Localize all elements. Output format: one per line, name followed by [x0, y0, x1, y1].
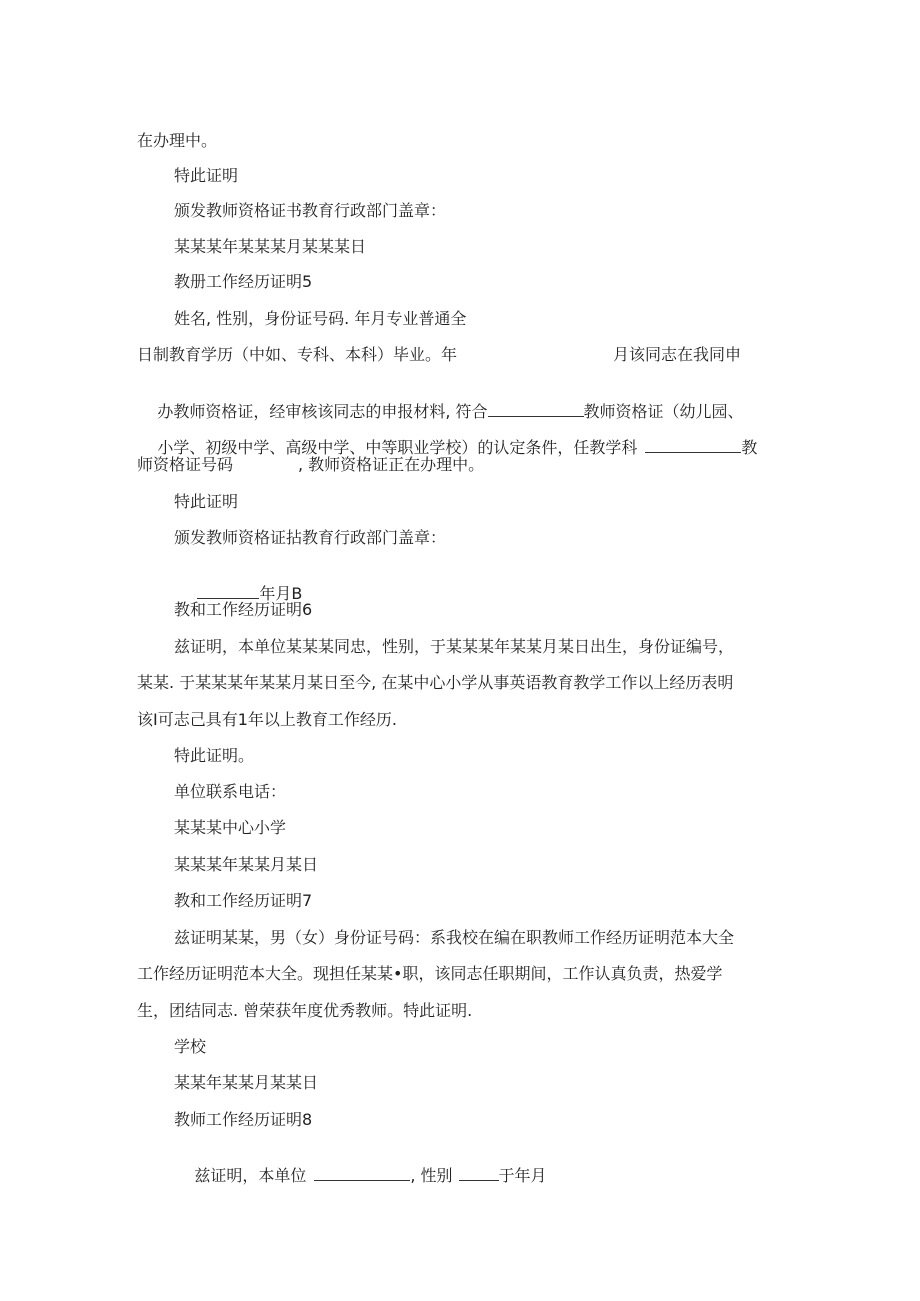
blank-field: [459, 1166, 499, 1181]
section-heading: 教师工作经历证明8: [174, 1110, 313, 1129]
blank-field: [197, 584, 259, 599]
text-line: 生，团结同志. 曾荣获年度优秀教师。特此证明.: [137, 1001, 473, 1020]
text-line: 某某. 于某某某年某某月某日至今, 在某中心小学从事英语教育教学工作以上经历表明: [137, 673, 734, 692]
text-line: 特此证明: [174, 492, 239, 511]
text-line: 兹证明某某，男（女）身份证号码：系我校在编在职教师工作经历证明范本大全: [174, 928, 735, 947]
text-line: 日制教育学历（中如、专科、本科）毕业。年: [137, 345, 458, 364]
text-segment: 教师资格证（幼儿园、: [583, 402, 744, 421]
section-heading: 教和工作经历证明7: [174, 891, 313, 910]
section-heading: 教和工作经历证明6: [174, 600, 313, 619]
text-line: , 教师资格证正在办理中。: [298, 455, 485, 474]
text-line: 兹证明，本单位某某某同忠，性别，于某某某年某某月某日出生，身份证编号，: [174, 637, 735, 656]
text-line: 师资格证号码: [137, 455, 234, 474]
text-segment: 兹证明，本单位: [194, 1166, 307, 1185]
text-line: 特此证明。: [174, 746, 255, 765]
text-line: 单位联系电话：: [174, 782, 287, 801]
text-segment: 办教师资格证，经审核该同志的申报材料, 符合: [157, 402, 488, 421]
text-line: 在办理中。: [137, 131, 218, 150]
text-segment: 于年月: [498, 1166, 547, 1185]
text-line: 工作经历证明范本大全。现担任某某•职，该同志任职期间，工作认真负责，热爱学: [137, 964, 723, 983]
text-segment: 年月B: [259, 584, 303, 603]
text-line: 月该同志在我同申: [613, 345, 742, 364]
blank-field: [645, 438, 741, 453]
text-line: 某某年某某月某某日: [174, 1073, 319, 1092]
text-line: 特此证明: [174, 166, 239, 185]
section-heading: 教册工作经历证明5: [174, 272, 313, 291]
text-line: 学校: [174, 1037, 207, 1056]
blank-field: [314, 1166, 410, 1181]
text-segment: , 性别: [410, 1166, 453, 1185]
blank-field: [488, 402, 584, 417]
text-line-group: [174, 1146, 547, 1206]
text-line: 颁发教师资格证拈教育行政部门盖章：: [174, 528, 447, 547]
text-segment: 小学、初级中学、高级中学、中等职业学校）的认定条件，任教学科: [157, 438, 638, 457]
text-line: 姓名, 性别，身份证号码. 年月专业普通全: [174, 309, 467, 328]
text-line: 该I可志己具有1年以上教育工作经历.: [137, 710, 397, 729]
text-line: 某某某年某某月某日: [174, 855, 319, 874]
text-line: 某某某年某某某月某某某日: [174, 237, 367, 256]
text-line: 颁发教师资格证书教育行政部门盖章：: [174, 201, 447, 220]
text-line: 某某某中心小学: [174, 818, 287, 837]
text-segment: 教: [741, 438, 758, 457]
